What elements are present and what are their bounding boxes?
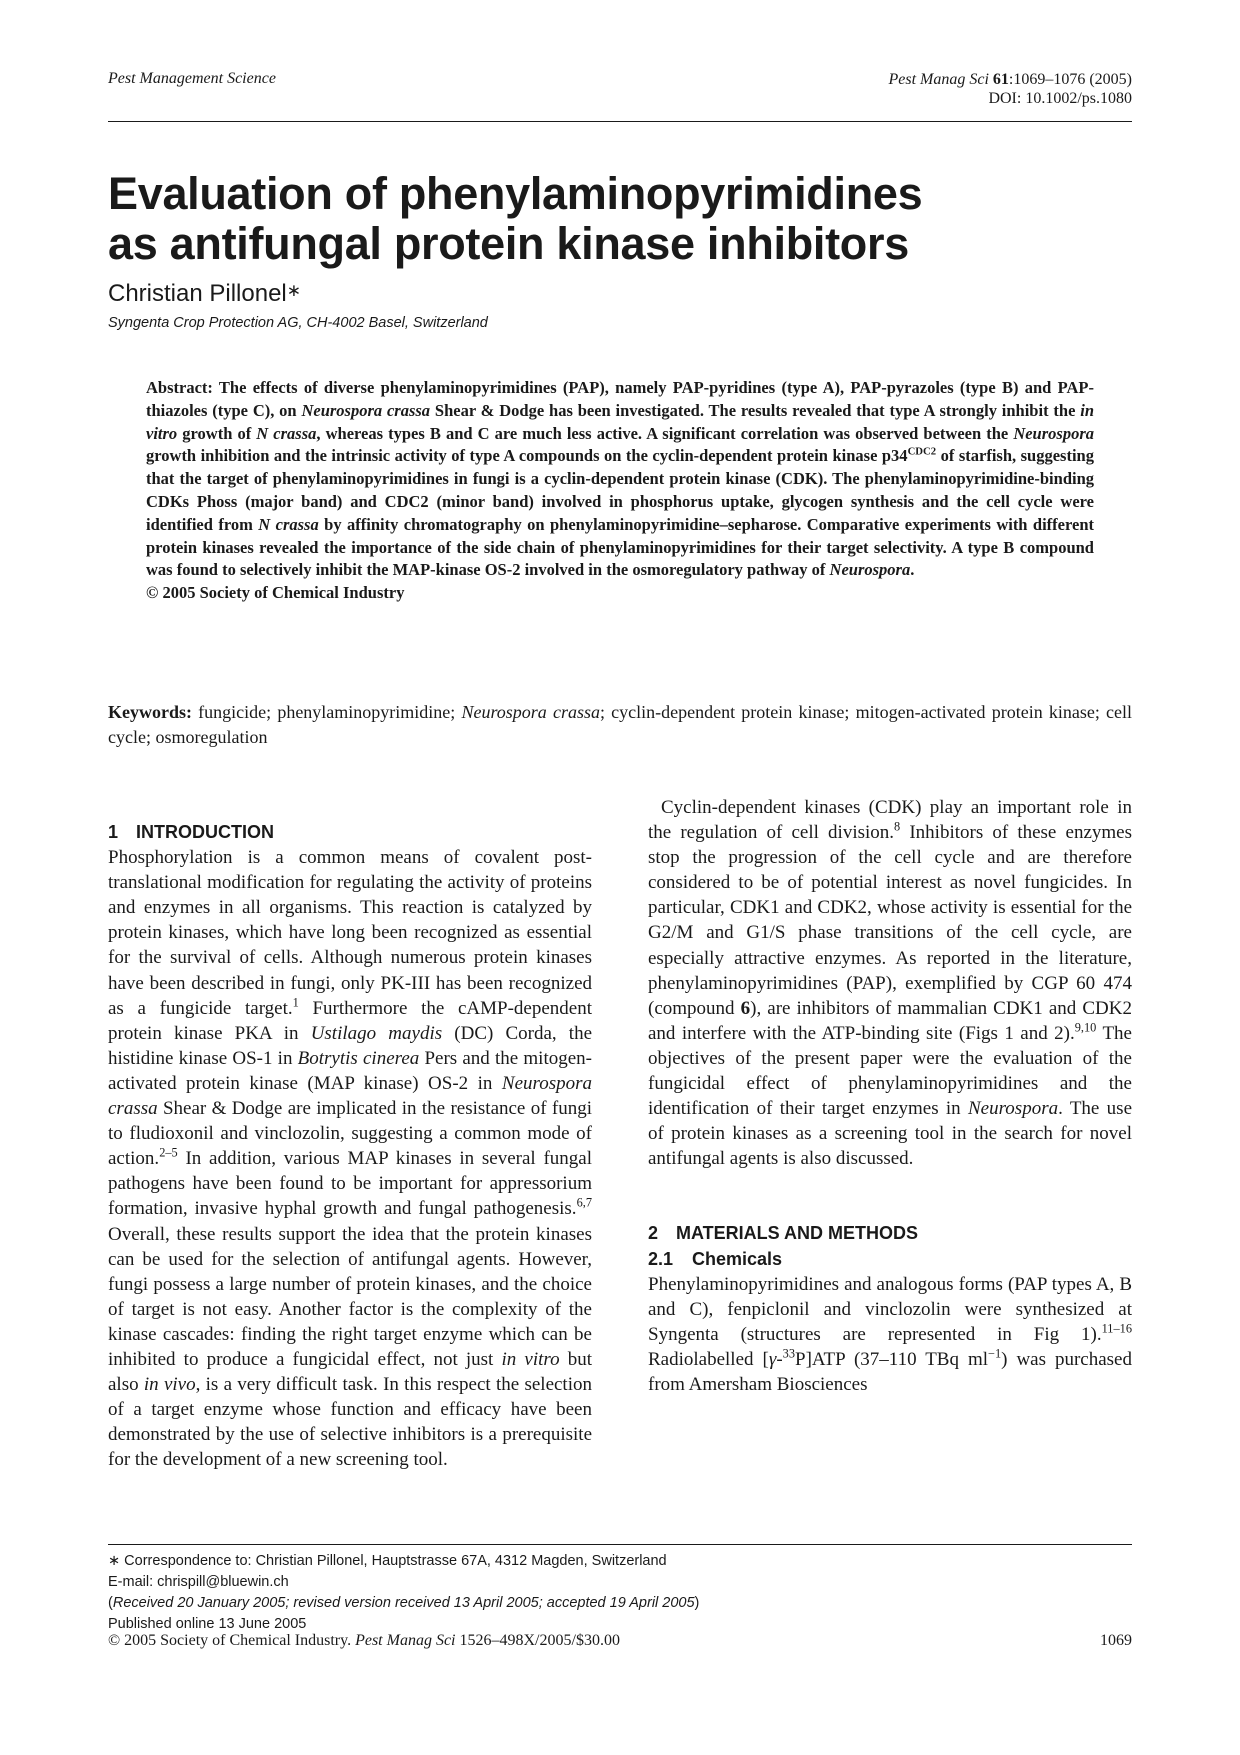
species-name: Ustilago maydis (310, 1022, 443, 1044)
citation-ref: 2–5 (159, 1145, 178, 1160)
citation-ref: 8 (894, 819, 901, 834)
citation-ref: 6,7 (576, 1196, 592, 1211)
body-text: Furthermore the cAMP-dependent protein kinase PKA in (108, 997, 592, 1044)
section-spacer (648, 1171, 1132, 1221)
left-column (108, 820, 592, 1472)
title-line-1: Evaluation of phenylaminopyrimidines (108, 168, 923, 219)
paren: ( (108, 1595, 113, 1611)
keywords (108, 700, 1132, 750)
body-text: Cyclin-dependent kinases (CDK) play an important role in the regulation of cell division. (648, 797, 1132, 844)
subsection-title: Chemicals (692, 1248, 783, 1269)
body-text: Phenylaminopyrimidines and analogous forms (PAP types A, B and C), fenpiclonil and vinclozolin were synthesized at Syngenta (structures are represented in Fig 1). (648, 1273, 1132, 1345)
right-column (648, 795, 1132, 1397)
unit-exponent: −1 (988, 1346, 1002, 1361)
abstract-text: growth of (177, 423, 257, 443)
species-name: Neurospora (968, 1098, 1059, 1120)
subsection-heading-chemicals (648, 1247, 1132, 1272)
body-text: but also (108, 1348, 592, 1396)
abstract-text: Shear & Dodge has been investigated. The results revealed that type A strongly inhibit the (430, 400, 1081, 420)
abstract (146, 377, 1094, 605)
author-footnote-mark: ∗ (286, 281, 301, 300)
body-text: ) was purchased from Amersham Biosciences (648, 1348, 1132, 1395)
abstract-copyright: © 2005 Society of Chemical Industry (146, 583, 405, 603)
isotope-number: 33 (782, 1346, 795, 1361)
body-text: P]ATP (37–110 TBq ml (795, 1348, 989, 1370)
copyright-text: © 2005 Society of Chemical Industry. (108, 1632, 356, 1649)
email: E-mail: chrispill@bluewin.ch (108, 1574, 289, 1590)
section-number: 1 (108, 822, 119, 842)
body-text: Shear & Dodge are implicated in the resistance of fungi to fludioxonil and vinclozolin, suggesting a common mode of action. (108, 1098, 592, 1170)
body-text: Inhibitors of these enzymes stop the progression of the cell cycle and are therefore considered to be of potential interest as novel fungicides. In particular, CDK1 and CDK2, whose activity is essential for the G2/M and G1/S phase transitions of the cell cycle, are especially attractive enzymes. As reported in the literature, phenylaminopyrimidines (PAP), exemplified by CGP 60 474 (compound (648, 822, 1132, 1019)
abstract-italic: N crassa (258, 514, 319, 534)
species-name: Neurospora crassa (108, 1072, 592, 1120)
paper-title (108, 169, 1132, 269)
paren: ) (694, 1595, 700, 1611)
correspondence-note (108, 1551, 1132, 1572)
citation-block (888, 70, 1132, 108)
body-text: Phosphorylation is a common means of covalent post-translational modification for regulating the activity of proteins and enzymes in all organisms. This reaction is catalyzed by protein kinases, which have long been recognized as essential for the survival of cells. Although numerous protein kinases have been described in fungi, only PK-III has been recognized as a fungicide target. (108, 847, 592, 1019)
page-number: 1069 (1100, 1632, 1132, 1649)
abstract-text: of starfish, suggesting that the target of phenylaminopyrimidines in fungi is a cyclin-dependent protein kinase (CDK). The phenylaminopyrimidine-binding CDKs Phoss (major band) and CDC2 (minor band) involved in phosphorus uptake, glycogen synthesis and the cell cycle were identified from (146, 446, 1094, 534)
author (108, 280, 301, 308)
keywords-label: Keywords: (108, 702, 192, 722)
intro-paragraph-1 (108, 845, 592, 1472)
body-text: Pers and the mitogen-activated protein kinase (MAP kinase) OS-2 in (108, 1047, 592, 1094)
italic-term: in vitro (501, 1348, 560, 1370)
footnotes (108, 1551, 1132, 1635)
published-online: Published online 13 June 2005 (108, 1616, 307, 1632)
keywords-text: fungicide; phenylaminopyrimidine; (192, 702, 462, 722)
abstract-label: Abstract: (146, 378, 213, 397)
affiliation: Syngenta Crop Protection AG, CH-4002 Basel, Switzerland (108, 315, 488, 331)
body-text: Radiolabelled [ (648, 1348, 769, 1370)
citation-line (888, 70, 1132, 89)
abstract-italic: in vitro (146, 400, 1094, 443)
compound-number: 6 (740, 997, 751, 1019)
author-name: Christian Pillonel (108, 280, 287, 307)
title-line-2: as antifungal protein kinase inhibitors (108, 218, 909, 269)
abstract-text: growth inhibition and the intrinsic activity of type A compounds on the cyclin-dependent protein kinase p34 (146, 446, 908, 466)
citation-ref: 11–16 (1101, 1321, 1132, 1336)
body-text: , is a very difficult task. In this respect the selection of a target enzyme whose function and efficacy have been demonstrated by the use of selective inhibitors is a prerequisite for the development of a new screening tool. (108, 1374, 592, 1471)
greek-letter: γ (768, 1348, 777, 1370)
section-heading-materials-methods (648, 1221, 1132, 1246)
citation-volume: 61 (992, 71, 1009, 88)
doi: DOI: 10.1002/ps.1080 (988, 90, 1132, 107)
intro-paragraph-2 (648, 795, 1132, 1171)
citation-pages: :1069–1076 (2005) (1008, 71, 1132, 88)
section-heading-introduction (108, 820, 592, 845)
correspondence-text: Correspondence to: Christian Pillonel, Hauptstrasse 67A, 4312 Magden, Switzerland (120, 1553, 667, 1569)
species-name: Botrytis cinerea (297, 1047, 420, 1069)
header-rule (108, 121, 1132, 122)
abstract-text: by affinity chromatography on phenylaminopyrimidine–sepharose. Comparative experiments with different protein kinases revealed the importance of the side chain of phenylaminopyrimidines for their target selectivity. A type B compound was found to selectively inhibit the MAP-kinase OS-2 involved in the osmoregulatory pathway of (146, 514, 1095, 580)
body-text: . The use of protein kinases as a screening tool in the search for novel antifungal agents is also discussed. (648, 1098, 1132, 1170)
footnote-rule (108, 1544, 1132, 1545)
footnote-mark: ∗ (108, 1553, 121, 1569)
keywords-text: ; cyclin-dependent protein kinase; mitogen-activated protein kinase; cell cycle; osmoregulation (108, 702, 1133, 747)
abstract-text: , whereas types B and C are much less active. A significant correlation was observed between the (316, 423, 1014, 443)
body-text: Overall, these results support the idea that the protein kinases can be used for the selection of antifungal agents. However, fungi possess a large number of protein kinases, and the choice of target is not easy. Another factor is the complexity of the kinase cascades: finding the right target enzyme which can be inhibited to produce a fungicidal effect, not just (108, 1223, 592, 1370)
abstract-italic: Neurospora crassa (301, 400, 431, 420)
abstract-italic: N crassa (256, 423, 317, 443)
subsection-number: 2.1 (648, 1248, 674, 1269)
abstract-superscript: CDC2 (907, 445, 937, 458)
issn: 1526–498X/2005/$30.00 (455, 1632, 620, 1649)
keywords-italic: Neurospora crassa (461, 702, 600, 722)
chemicals-paragraph (648, 1272, 1132, 1397)
abstract-italic: Neurospora (829, 560, 911, 580)
section-number: 2 (648, 1223, 659, 1244)
body-text: ), are inhibitors of mammalian CDK1 and CDK2 and interfere with the ATP-binding site (Figs 1 and 2). (648, 997, 1132, 1044)
italic-term: in vivo (143, 1374, 196, 1396)
abstract-text: . (910, 560, 915, 580)
body-text: - (776, 1348, 783, 1370)
journal-name: Pest Management Science (108, 70, 276, 87)
section-title: MATERIALS AND METHODS (676, 1223, 918, 1244)
section-title: INTRODUCTION (136, 822, 274, 842)
citation-ref: 1 (292, 995, 299, 1010)
abstract-italic: Neurospora (1013, 423, 1094, 443)
received-text: Received 20 January 2005; revised version received 13 April 2005; accepted 19 April 2005 (112, 1595, 695, 1611)
bottom-journal: Pest Manag Sci (355, 1632, 456, 1649)
abstract-text: The effects of diverse phenylaminopyrimidines (PAP), namely PAP-pyridines (type A), PAP-pyrazoles (type B) and PAP-thiazoles (type C), on (146, 378, 1094, 420)
body-text: In addition, various MAP kinases in several fungal pathogens have been found to be important for appressorium formation, invasive hyphal growth and fungal pathogenesis. (108, 1148, 592, 1220)
body-text: (DC) Corda, the histidine kinase OS-1 in (108, 1022, 593, 1069)
received-dates (108, 1593, 1132, 1614)
citation-journal: Pest Manag Sci (888, 71, 989, 88)
body-text: The objectives of the present paper were the evaluation of the fungicidal effect of phenylaminopyrimidines and the identification of their target enzymes in (648, 1022, 1132, 1120)
citation-ref: 9,10 (1074, 1020, 1097, 1035)
bottom-copyright (108, 1632, 620, 1650)
